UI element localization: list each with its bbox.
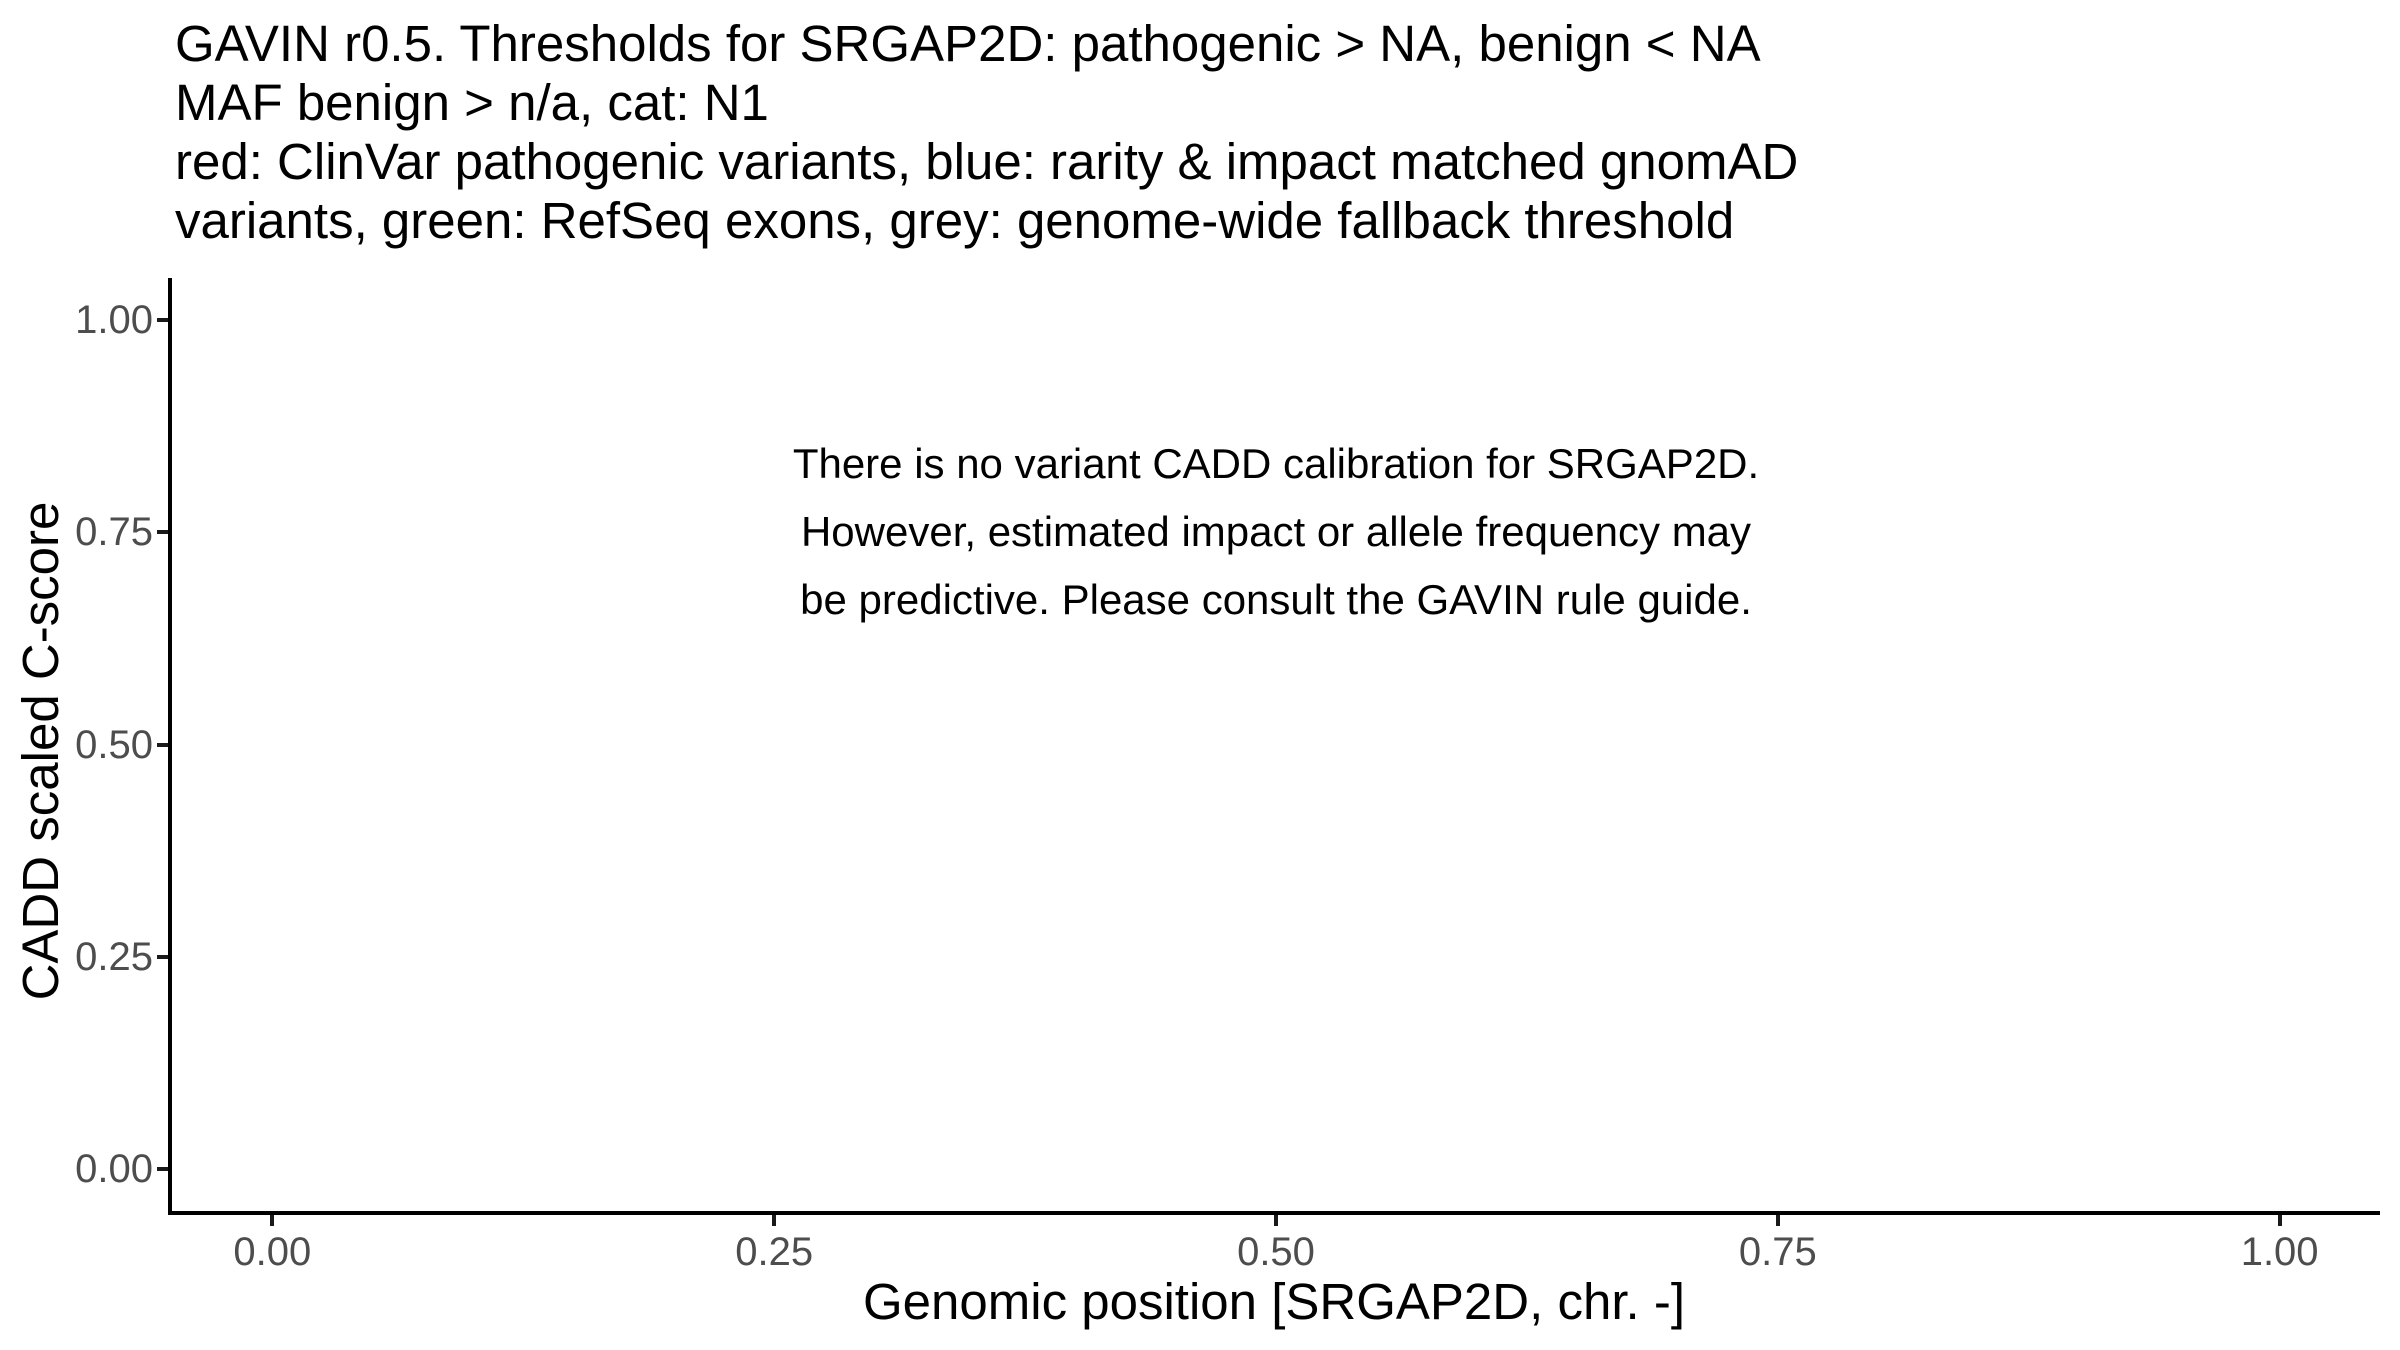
- y-axis-title: CADD scaled C-score: [12, 501, 69, 1001]
- x-axis-title: Genomic position [SRGAP2D, chr. -]: [863, 1273, 1685, 1330]
- annotation-line-1: There is no variant CADD calibration for SRGAP2D.: [792, 440, 1760, 488]
- x-axis-tick: [2278, 1215, 2282, 1226]
- y-tick-label: 1.00: [75, 298, 153, 343]
- plot-panel: [75, 278, 2380, 1274]
- plot-annotation: [793, 430, 1759, 634]
- y-axis-tick: [157, 1167, 168, 1171]
- y-axis-tick: [157, 318, 168, 322]
- plot-title-line-1: GAVIN r0.5. Thresholds for SRGAP2D: pathogenic > NA, benign < NA: [175, 15, 1761, 72]
- x-axis-tick: [1274, 1215, 1278, 1226]
- x-axis-tick: [772, 1215, 776, 1226]
- y-tick-label: 0.25: [75, 934, 153, 979]
- plot-title-line-3: red: ClinVar pathogenic variants, blue: rarity & impact matched gnomAD: [175, 133, 1799, 190]
- plot-title-line-4: variants, green: RefSeq exons, grey: genome-wide fallback threshold: [175, 192, 1735, 249]
- y-tick-label: 0.50: [75, 722, 153, 767]
- y-axis-tick: [157, 743, 168, 747]
- x-tick-label: 0.25: [735, 1230, 814, 1274]
- plot-title: [175, 14, 1798, 250]
- x-axis-tick: [1776, 1215, 1780, 1226]
- y-tick-label: 0.00: [75, 1146, 153, 1191]
- x-tick-label: 0.50: [1237, 1230, 1315, 1274]
- plot-title-line-2: MAF benign > n/a, cat: N1: [175, 74, 769, 131]
- y-axis-tick: [157, 955, 168, 959]
- x-axis-tick: [270, 1215, 274, 1226]
- y-axis-tick: [157, 530, 168, 534]
- x-tick-label: 0.00: [233, 1230, 312, 1274]
- x-tick-label: 0.75: [1738, 1230, 1817, 1274]
- annotation-line-2: However, estimated impact or allele frequency may: [800, 508, 1752, 556]
- y-tick-label: 0.75: [75, 510, 153, 555]
- annotation-line-3: be predictive. Please consult the GAVIN rule guide.: [800, 576, 1752, 624]
- x-tick-label: 1.00: [2240, 1230, 2319, 1274]
